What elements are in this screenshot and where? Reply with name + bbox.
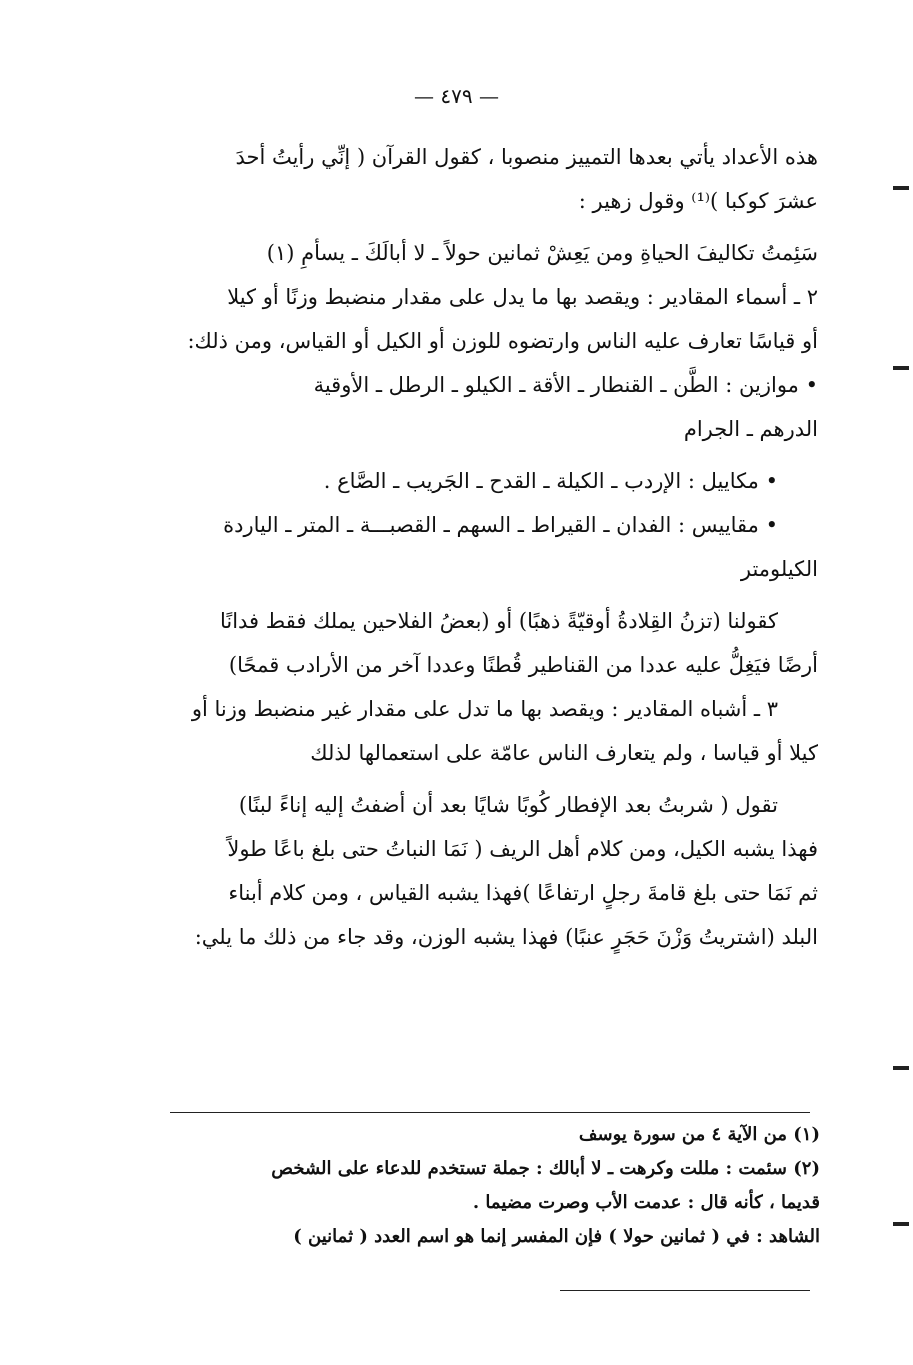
footnote-underline xyxy=(560,1290,810,1291)
text-line: ٢ ـ أسماء المقادير : ويقصد بها ما يدل على مقدار منضبط وزنًا أو كيلا xyxy=(227,285,818,309)
footnote-line: الشاهد : في ( ثمانين حولا ) فإن المفسر إنما هو اسم العدد ( ثمانين ) xyxy=(293,1226,820,1247)
footnote-line: (٢) سئمت : مللت وكرهت ـ لا أبالك : جملة تستخدم للدعاء على الشخص xyxy=(271,1158,820,1179)
text-line: ٣ ـ أشباه المقادير : ويقصد بها ما تدل على مقدار غير منضبط وزنا أو xyxy=(191,697,778,721)
text-line: عشرَ كوكبا )⁽¹⁾ وقول زهير : xyxy=(578,189,818,213)
footnotes xyxy=(170,1118,820,1254)
text-line: كيلا أو قياسا ، ولم يتعارف الناس عامّة على استعمالها لذلك xyxy=(310,741,818,765)
list-item: • موازين : الطَّن ـ القنطار ـ الأقة ـ الكيلو ـ الرطل ـ الأوقية xyxy=(313,373,818,397)
footnote-line: قديما ، كأنه قال : عدمت الأب وصرت مضيما . xyxy=(472,1192,820,1213)
list-item: • مقاييس : الفدان ـ القيراط ـ السهم ـ القصبـــة ـ المتر ـ الياردة xyxy=(223,513,778,537)
text-line: الدرهم ـ الجرام xyxy=(683,417,818,441)
text-line: الكيلومتر xyxy=(740,557,818,581)
footnote-divider xyxy=(170,1112,810,1113)
text-line: أرضًا فيَغِلُّ عليه عددا من القناطير قُطنًا وعددا آخر من الأرادب قمحًا) xyxy=(228,653,818,677)
text-line: أو قياسًا تعارف عليه الناس وارتضوه للوزن أو الكيل أو القياس، ومن ذلك: xyxy=(187,329,818,353)
text-line: البلد (اشتريتُ وَزْنَ حَجَرٍ عنبًا) فهذا يشبه الوزن، وقد جاء من ذلك ما يلي: xyxy=(194,925,818,949)
text-line: فهذا يشبه الكيل، ومن كلام أهل الريف ( نَمَا النباتُ حتى بلغ باعًا طولاً xyxy=(227,837,818,861)
text-line: ثم نَمَا حتى بلغ قامةَ رجلٍ ارتفاعًا )فهذا يشبه القياس ، ومن كلام أبناء xyxy=(228,881,818,905)
poem-verse: سَئِمتُ تكاليفَ الحياةِ ومن يَعِشْ ثمانين حولاً ـ لا أبالَكَ ـ يسأمِ (١) xyxy=(266,241,818,265)
text-line: تقول ( شربتُ بعد الإفطار كُوبًا شايًا بعد أن أضفتُ إليه إناءً لبنًا) xyxy=(238,793,778,817)
footnote-line: (١) من الآية ٤ من سورة يوسف xyxy=(578,1124,820,1145)
margin-mark xyxy=(893,1066,909,1070)
text-line: هذه الأعداد يأتي بعدها التمييز منصوبا ، كقول القرآن ( إنِّي رأيتُ أحدَ xyxy=(235,145,818,169)
text-line: كقولنا (تزنُ القِلادةُ أوقيّةً ذهبًا) أو (بعضُ الفلاحين يملك فقط فدانًا xyxy=(219,609,778,633)
margin-mark xyxy=(893,186,909,190)
margin-mark xyxy=(893,366,909,370)
list-item: • مكاييل : الإردب ـ الكيلة ـ القدح ـ الجَريب ـ الصَّاع . xyxy=(323,469,778,493)
page-number: — ٤٧٩ — xyxy=(414,84,499,108)
main-text xyxy=(148,135,818,959)
margin-mark xyxy=(893,1222,909,1226)
